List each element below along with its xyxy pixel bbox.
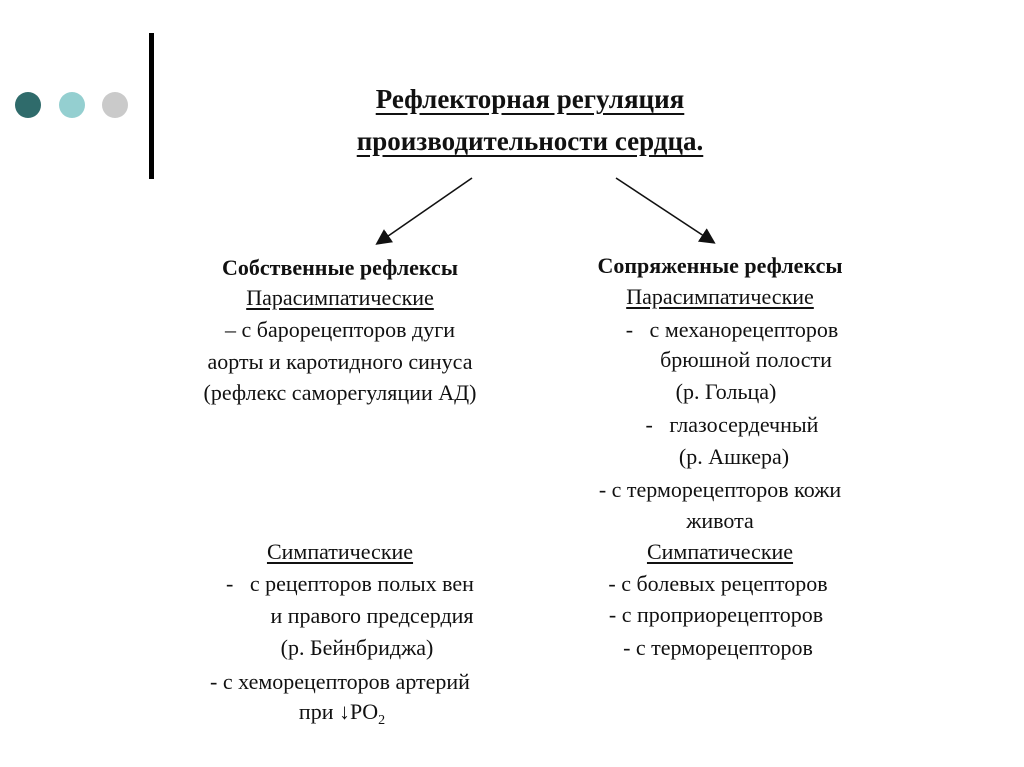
title-line-2: производительности сердца. xyxy=(356,126,704,156)
right-para-line: (р. Ашкера) xyxy=(678,444,790,469)
down-arrow-icon: ↓ xyxy=(338,698,350,724)
right-para-line: (р. Гольца) xyxy=(675,379,777,404)
arrow-left xyxy=(378,178,472,243)
right-para-line: - с терморецепторов кожи xyxy=(598,477,842,502)
left-symp-line: - с рецепторов полых вен xyxy=(226,571,474,596)
right-heading: Сопряженные рефлексы xyxy=(597,253,843,278)
po2-subscript: 2 xyxy=(378,713,386,729)
left-parasympathetic-label: Парасимпатические xyxy=(246,285,434,310)
right-symp-line: - с проприорецепторов xyxy=(608,602,824,627)
left-heading: Собственные рефлексы xyxy=(221,255,459,280)
left-symp-po2-line xyxy=(299,699,385,729)
left-symp-line: при xyxy=(298,698,334,724)
right-para-line: брюшной полости xyxy=(660,347,832,372)
left-para-line: – с барорецепторов дуги xyxy=(224,317,456,342)
right-para-line: - с механорецепторов xyxy=(625,317,839,342)
left-symp-line: и правого предсердия xyxy=(270,603,474,628)
right-sympathetic-label: Симпатические xyxy=(646,539,794,564)
arrow-right xyxy=(616,178,713,242)
left-symp-line: - с хеморецепторов артерий xyxy=(210,669,470,694)
right-symp-line: - с терморецепторов xyxy=(623,635,813,660)
right-para-line: живота xyxy=(686,508,754,533)
left-symp-line: (р. Бейнбриджа) xyxy=(280,635,434,660)
left-sympathetic-label: Симпатические xyxy=(266,539,414,564)
title-line-1: Рефлекторная регуляция xyxy=(375,84,685,114)
right-symp-line: - с болевых рецепторов xyxy=(608,571,828,596)
right-para-line: - глазосердечный xyxy=(645,412,819,437)
right-parasympathetic-label: Парасимпатические xyxy=(626,284,814,309)
left-para-line: аорты и каротидного синуса xyxy=(207,349,473,374)
po2-label: PO xyxy=(349,698,379,724)
left-para-line: (рефлекс саморегуляции АД) xyxy=(203,380,477,405)
